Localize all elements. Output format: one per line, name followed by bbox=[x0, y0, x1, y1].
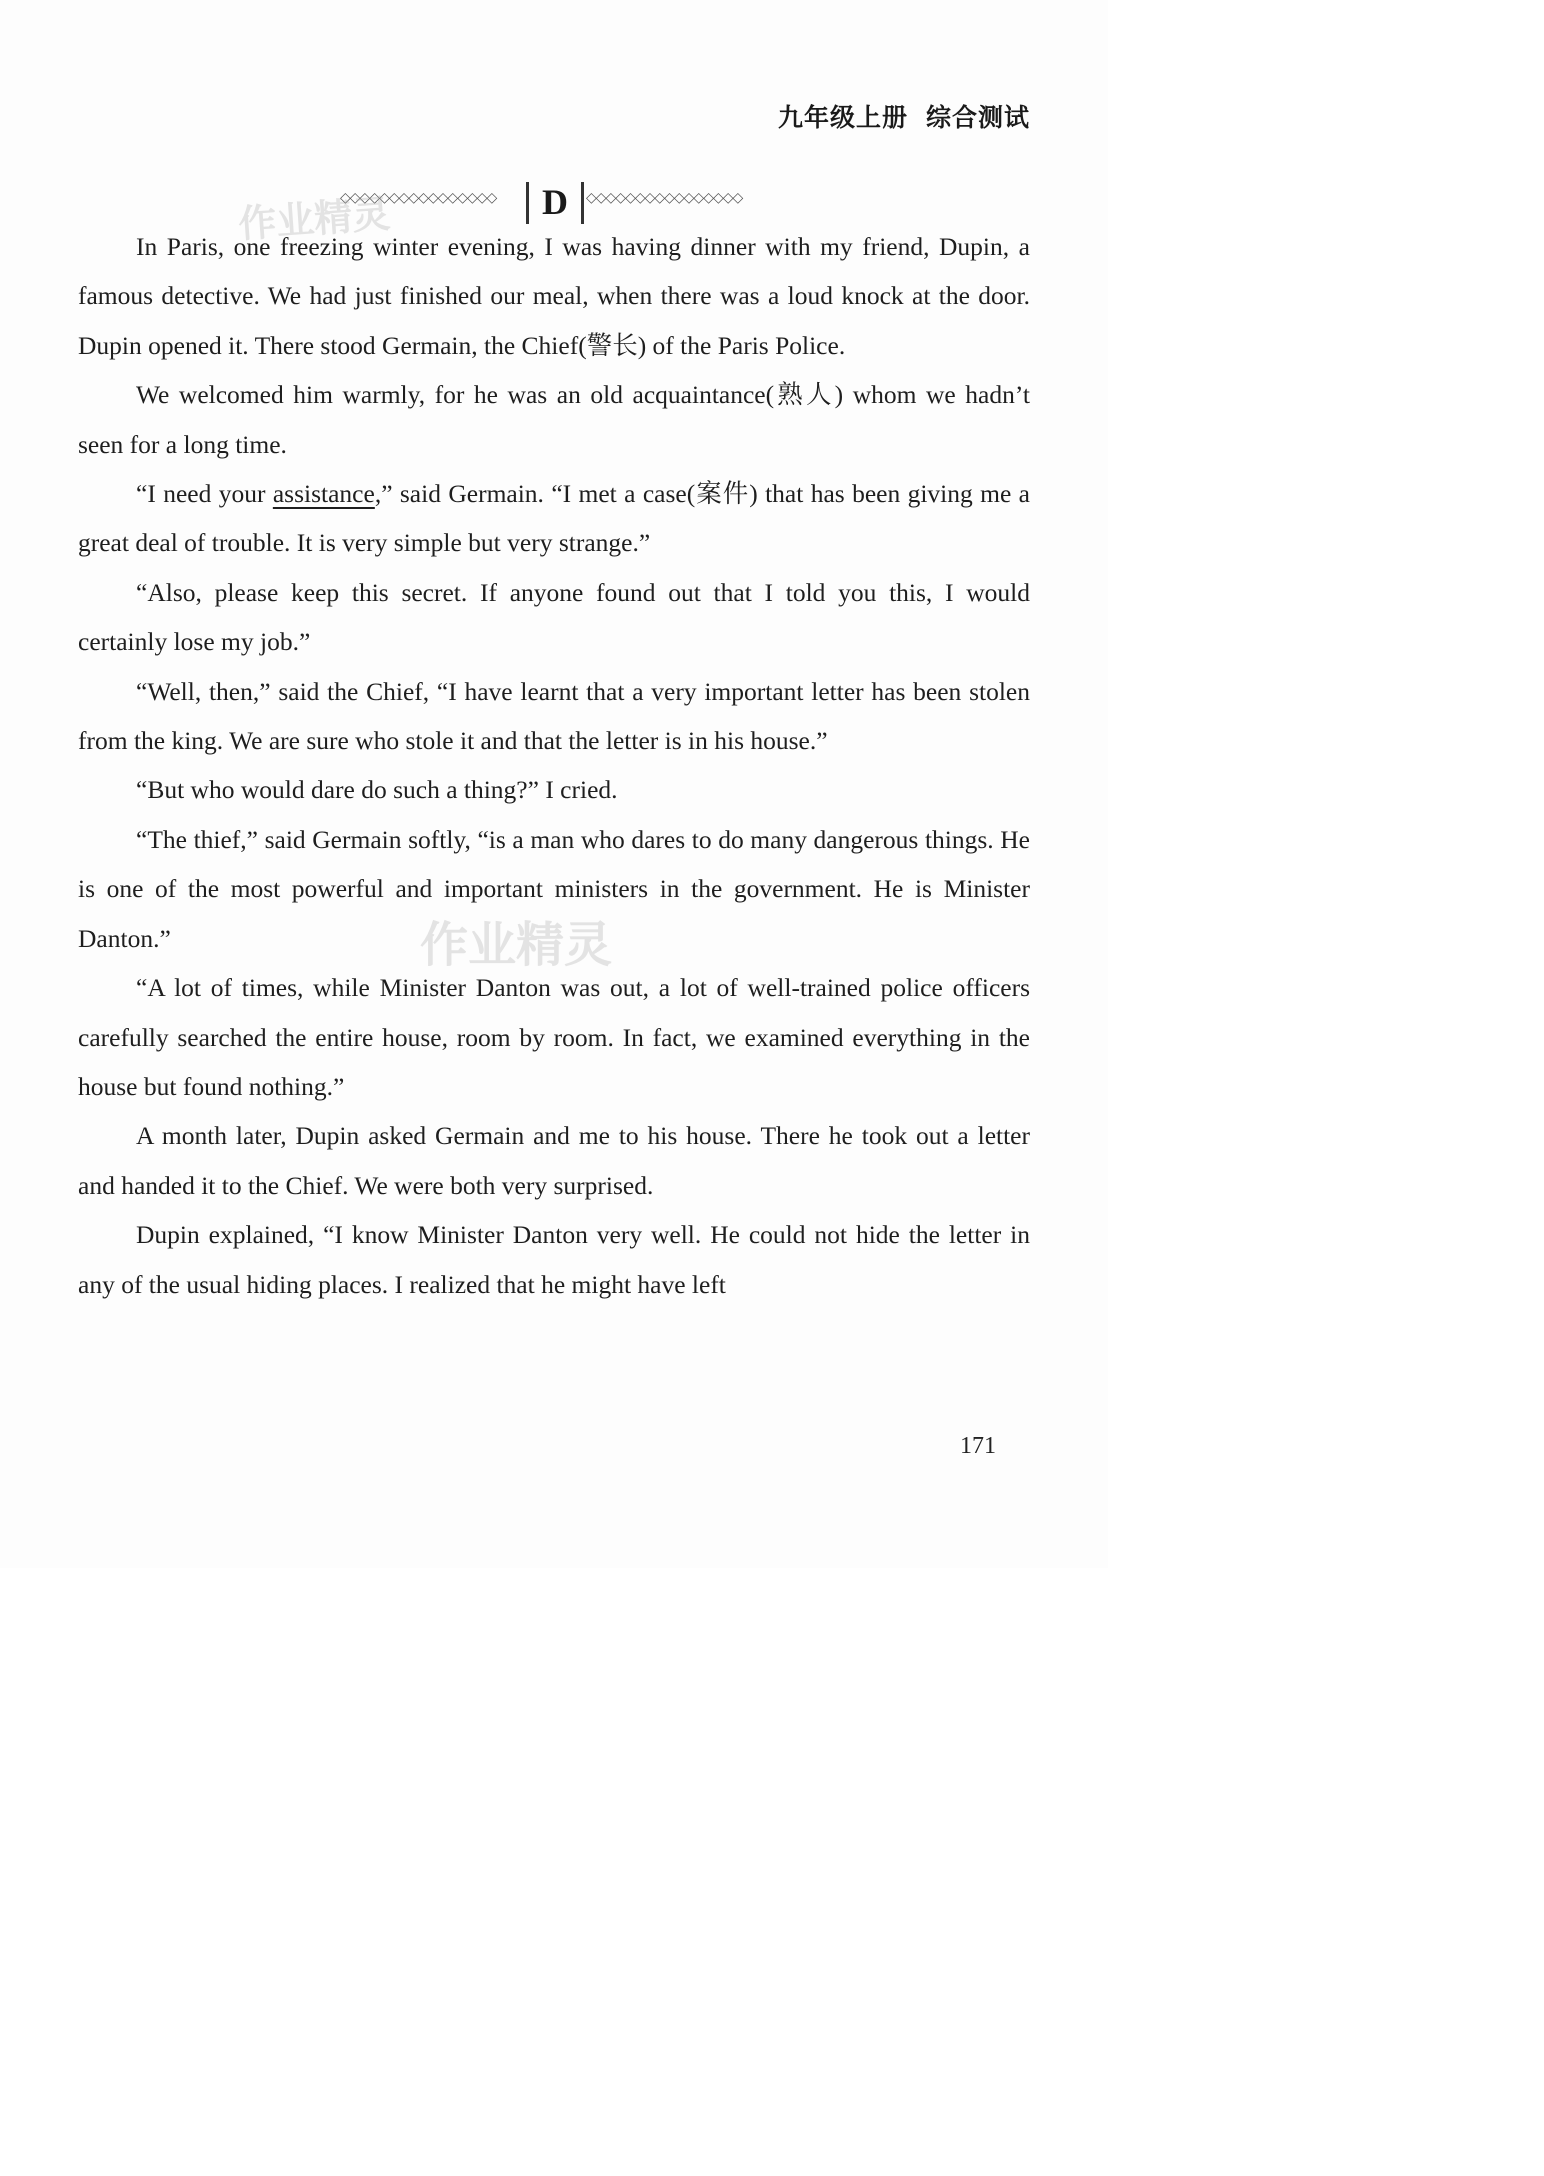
header-section: 综合测试 bbox=[925, 103, 1030, 132]
paragraph-3-after: ,” said Germain. “I met a case(案件) that has been giving me a great deal of trouble. It is very simple but very strange.” bbox=[78, 479, 1030, 558]
ornament-right: ◇◇◇◇◇◇◇◇◇◇◇◇◇◇◇◇ bbox=[586, 190, 743, 206]
watermark-middle: 作业精灵 bbox=[420, 917, 613, 973]
underlined-word: assistance bbox=[272, 479, 375, 509]
paragraph-7: “The thief,” said Germain softly, “is a man who dares to do many dangerous things. He is one of the most powerful and important ministers in the government. He is Minister Danton.” bbox=[78, 824, 1030, 953]
passage-body bbox=[78, 222, 1030, 1309]
section-heading bbox=[340, 182, 800, 226]
paragraph-3 bbox=[78, 469, 1030, 568]
paragraph-6: “But who would dare do such a thing?” I cried. bbox=[136, 775, 618, 805]
paragraph-5: “Well, then,” said the Chief, “I have learnt that a very important letter has been stolen from the king. We are sure who stole it and that the letter is in his house.” bbox=[78, 676, 1030, 756]
page-header bbox=[778, 98, 1030, 134]
paragraph-10: Dupin explained, “I know Minister Danton very well. He could not hide the letter in any of the usual hiding places. I realized that he might have left bbox=[78, 1220, 1030, 1299]
header-grade: 九年级上册 bbox=[777, 103, 908, 132]
ornament-left: ◇◇◇◇◇◇◇◇◇◇◇◇◇◇◇◇ bbox=[340, 190, 497, 206]
paragraph-9: A month later, Dupin asked Germain and me to his house. There he took out a letter and handed it to the Chief. We were both very surprised. bbox=[78, 1121, 1030, 1200]
watermark-top: 作业精灵 bbox=[236, 191, 392, 247]
section-letter: D bbox=[526, 182, 584, 224]
paragraph-2: We welcomed him warmly, for he was an old acquaintance(熟人) whom we hadn’t seen for a long time. bbox=[78, 380, 1030, 459]
paragraph-1: In Paris, one freezing winter evening, I was having dinner with my friend, Dupin, a famous detective. We had just finished our meal, when there was a loud knock at the door. Dupin opened it. There stood Germain, the Chief(警长) of the Paris Police. bbox=[78, 232, 1030, 360]
paragraph-4: “Also, please keep this secret. If anyone found out that I told you this, I would certainly lose my job.” bbox=[78, 577, 1030, 657]
page-number: 171 bbox=[960, 1433, 996, 1459]
paragraph-8: “A lot of times, while Minister Danton was out, a lot of well-trained police officers carefully searched the entire house, room by room. In fact, we examined everything in the house but found nothing.” bbox=[78, 973, 1030, 1101]
paragraph-3-before: “I need your bbox=[136, 479, 273, 509]
